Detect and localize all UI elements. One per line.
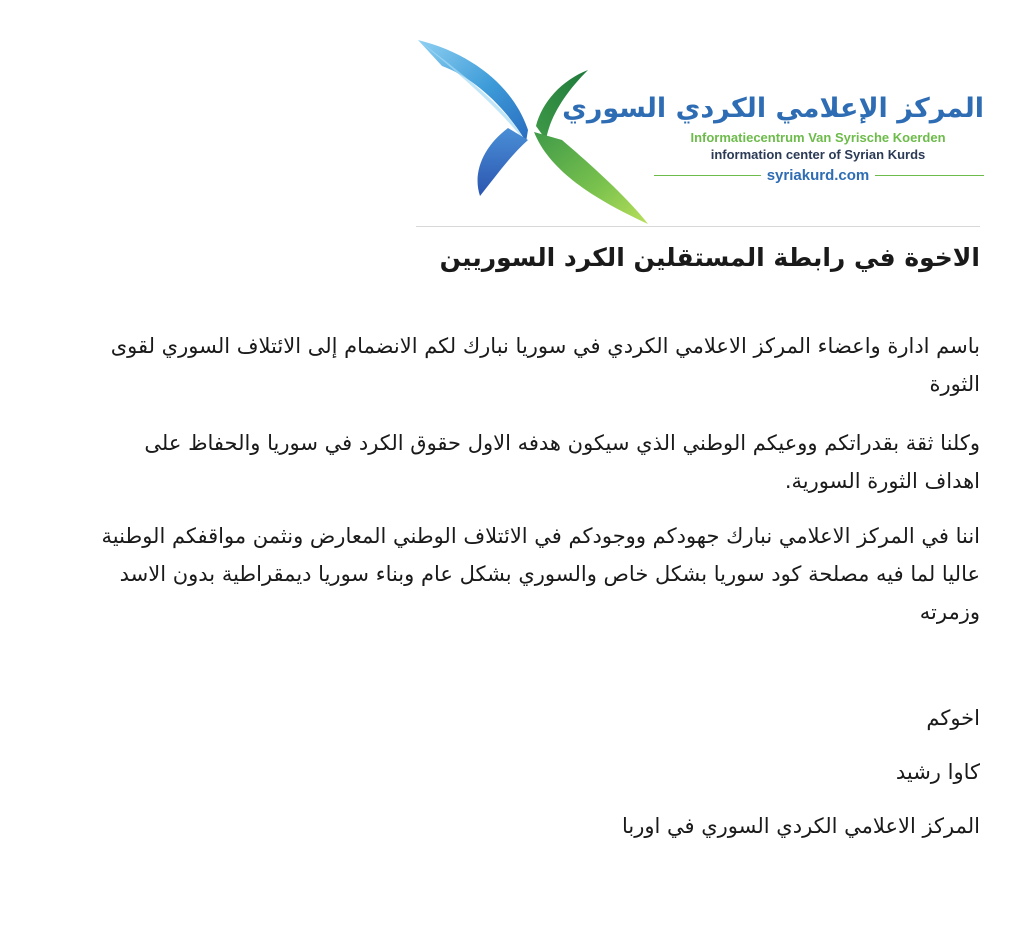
org-name-english: information center of Syrian Kurds [710, 147, 926, 162]
butterfly-logo-icon [412, 36, 652, 226]
paragraph-1 [0, 327, 980, 403]
website-url[interactable]: syriakurd.com [761, 166, 876, 186]
paragraph-line: عاليا لما فيه مصلحة كود سوريا بشكل خاص والسوري بشكل عام وبناء سوريا ديمقراطية بدون الاسد [119, 562, 980, 586]
paragraph-2 [0, 424, 980, 500]
paragraph-line: الثورة [929, 372, 980, 396]
org-name-dutch: Informatiecentrum Van Syrische Koerden [690, 130, 946, 145]
letter-body [0, 236, 980, 845]
org-name-arabic: المركز الإعلامي الكردي السوري [562, 93, 984, 124]
website-row [652, 165, 984, 185]
signature-name: كاوا رشيد [895, 760, 980, 784]
header-divider [416, 226, 980, 227]
paragraph-line: باسم ادارة واعضاء المركز الاعلامي الكردي في سوريا نبارك لكم الانضمام إلى الائتلاف السوري لقوى [110, 334, 980, 358]
paragraph-line: اننا في المركز الاعلامي نبارك جهودكم ووجودكم في الائتلاف الوطني المعارض ونثمن مواقفكم الوطنية [101, 524, 980, 548]
paragraph-line: وكلنا ثقة بقدراتكم ووعيكم الوطني الذي سيكون هدفه الاول حقوق الكرد في سوريا والحفاظ على [144, 431, 980, 455]
signature-organization: المركز الاعلامي الكردي السوري في اوربا [621, 814, 980, 838]
signature-closing: اخوكم [926, 706, 980, 730]
letterhead [412, 36, 984, 228]
letter-title: الاخوة في رابطة المستقلين الكرد السوريين [439, 243, 980, 272]
paragraph-line: وزمرته [919, 600, 980, 624]
org-identity [562, 92, 984, 185]
paragraph-3 [0, 517, 980, 631]
paragraph-line: اهداف الثورة السورية. [784, 469, 980, 493]
